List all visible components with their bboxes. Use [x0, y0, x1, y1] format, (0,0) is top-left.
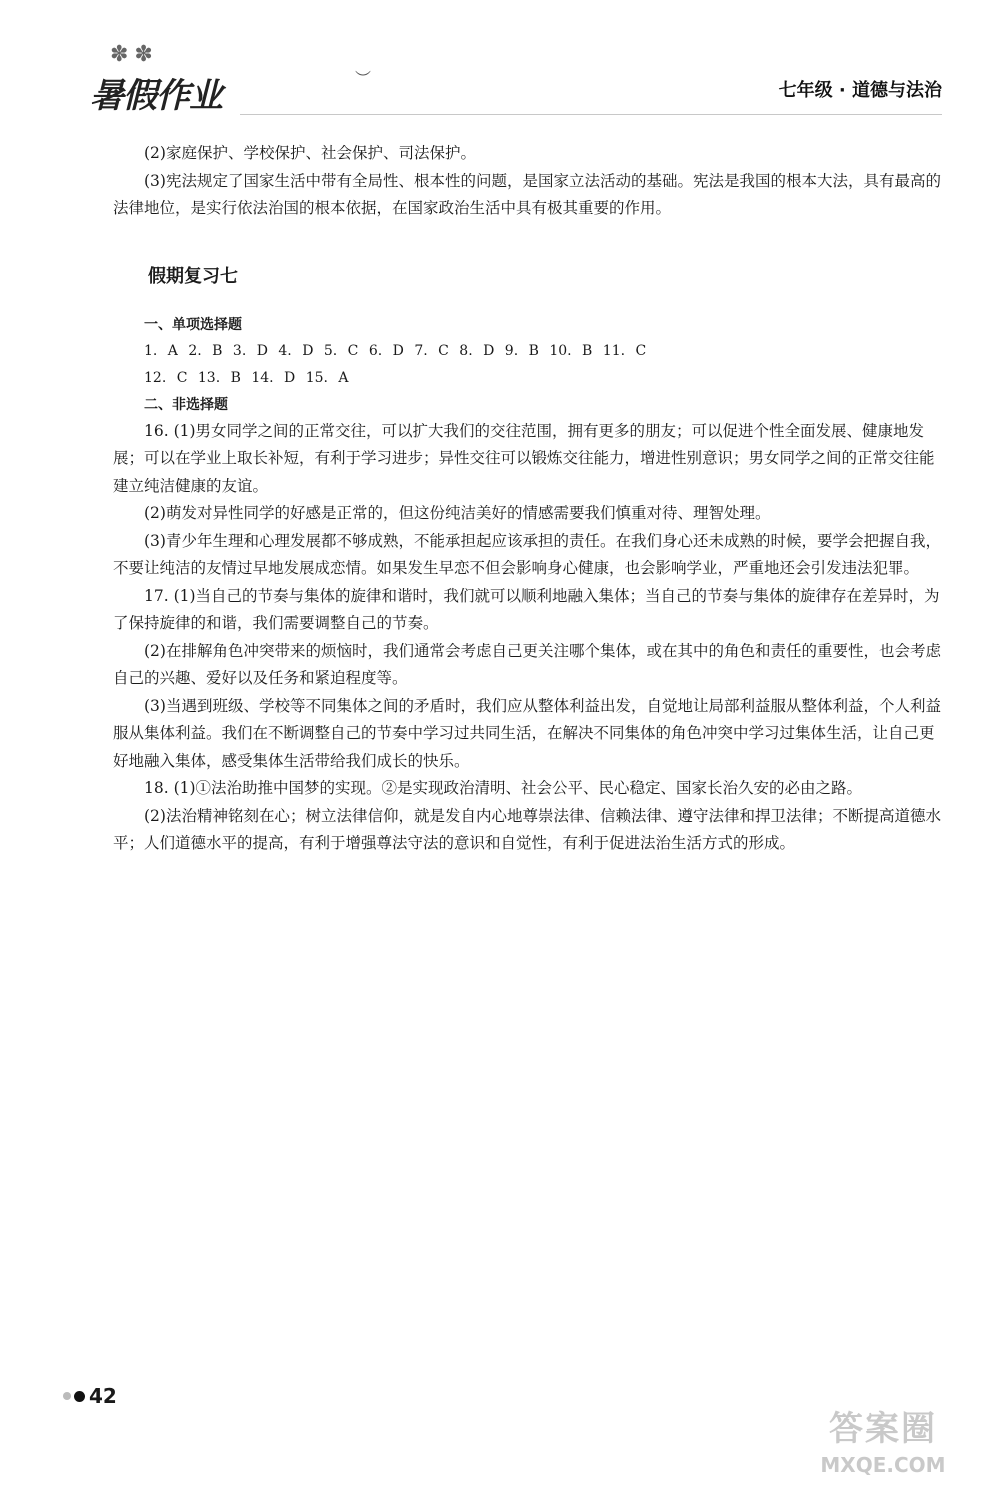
choice-answers-line-2: 12. C 13. B 14. D 15. A	[144, 369, 349, 386]
page-content	[113, 140, 943, 858]
watermark-url: MXQE.COM	[820, 1453, 946, 1477]
answer-paragraph: (2)在排解角色冲突带来的烦恼时，我们通常会考虑自己更关注哪个集体，或在其中的角色和责任的重要性，也会考虑自己的兴趣、爱好以及任务和紧迫程度等。	[113, 641, 941, 687]
answer-paragraph: 17. (1)当自己的节奏与集体的旋律和谐时，我们就可以顺利地融入集体；当自己的节奏与集体的旋律存在差异时，为了保持旋律的和谐，我们需要调整自己的节奏。	[113, 586, 940, 632]
section-title: 假期复习七	[148, 265, 238, 287]
answer-paragraph: 18. (1)①法治助推中国梦的实现。②是实现政治清明、社会公平、民心稳定、国家长治久安的必由之路。	[144, 779, 863, 797]
big-dot-icon	[74, 1391, 85, 1402]
header-title: 七年级 · 道德与法治	[778, 80, 942, 101]
bird-icon: ︶	[355, 69, 372, 88]
page-number: 42	[89, 1384, 117, 1408]
answer-paragraph: (3)青少年生理和心理发展都不够成熟，不能承担起应该承担的责任。在我们身心还未成熟的时候，要学会把握自我，不要让纯洁的友情过早地发展成恋情。如果发生早恋不但会影响身心健康，也会影响学业，严重地还会引发违法犯罪。	[113, 531, 941, 577]
answer-paragraph: (3)宪法规定了国家生活中带有全局性、根本性的问题，是国家立法活动的基础。宪法是我国的根本大法，具有最高的法律地位，是实行依法治国的根本依据，在国家政治生活中具有极其重要的作用。	[113, 171, 941, 217]
answer-paragraph: 16. (1)男女同学之间的正常交往，可以扩大我们的交往范围，拥有更多的朋友；可以促进个性全面发展、健康地发展；可以在学业上取长补短，有利于学习进步；异性交往可以锻炼交往能力，增进性别意识；男女同学之间的正常交往能建立纯洁健康的友谊。	[113, 421, 935, 495]
page-header	[0, 0, 1000, 120]
book-logo	[86, 42, 256, 114]
small-dot-icon	[63, 1392, 71, 1400]
answer-paragraph: (2)法治精神铭刻在心；树立法律信仰，就是发自内心地尊崇法律、信赖法律、遵守法律和捍卫法律；不断提高道德水平；人们道德水平的提高，有利于增强尊法守法的意识和自觉性，有利于促进法治生活方式的形成。	[113, 806, 941, 852]
page-footer	[63, 1384, 117, 1414]
watermark-text: 答案圈	[829, 1409, 937, 1449]
logo-text: 暑假作业	[90, 76, 222, 116]
answer-paragraph: (2)家庭保护、学校保护、社会保护、司法保护。	[144, 144, 476, 162]
choice-answers-line-1: 1. A 2. B 3. D 4. D 5. C 6. D 7. C 8. D 9. B 10. B 11. C	[144, 342, 647, 359]
palm-tree-icon: ✽✽	[110, 42, 159, 67]
part-title-choice: 一、单项选择题	[144, 316, 242, 333]
header-divider	[240, 114, 942, 115]
part-title-nonchoice: 二、非选择题	[144, 396, 228, 413]
answer-paragraph: (3)当遇到班级、学校等不同集体之间的矛盾时，我们应从整体利益出发，自觉地让局部利益服从整体利益，个人利益服从集体利益。我们在不断调整自己的节奏中学习过共同生活，在解决不同集体的角色冲突中学习过集体生活，让自己更好地融入集体，感受集体生活带给我们成长的快乐。	[113, 696, 941, 770]
watermark-logo	[788, 1408, 978, 1488]
answer-paragraph: (2)萌发对异性同学的好感是正常的，但这份纯洁美好的情感需要我们慎重对待、理智处理。	[144, 504, 771, 522]
